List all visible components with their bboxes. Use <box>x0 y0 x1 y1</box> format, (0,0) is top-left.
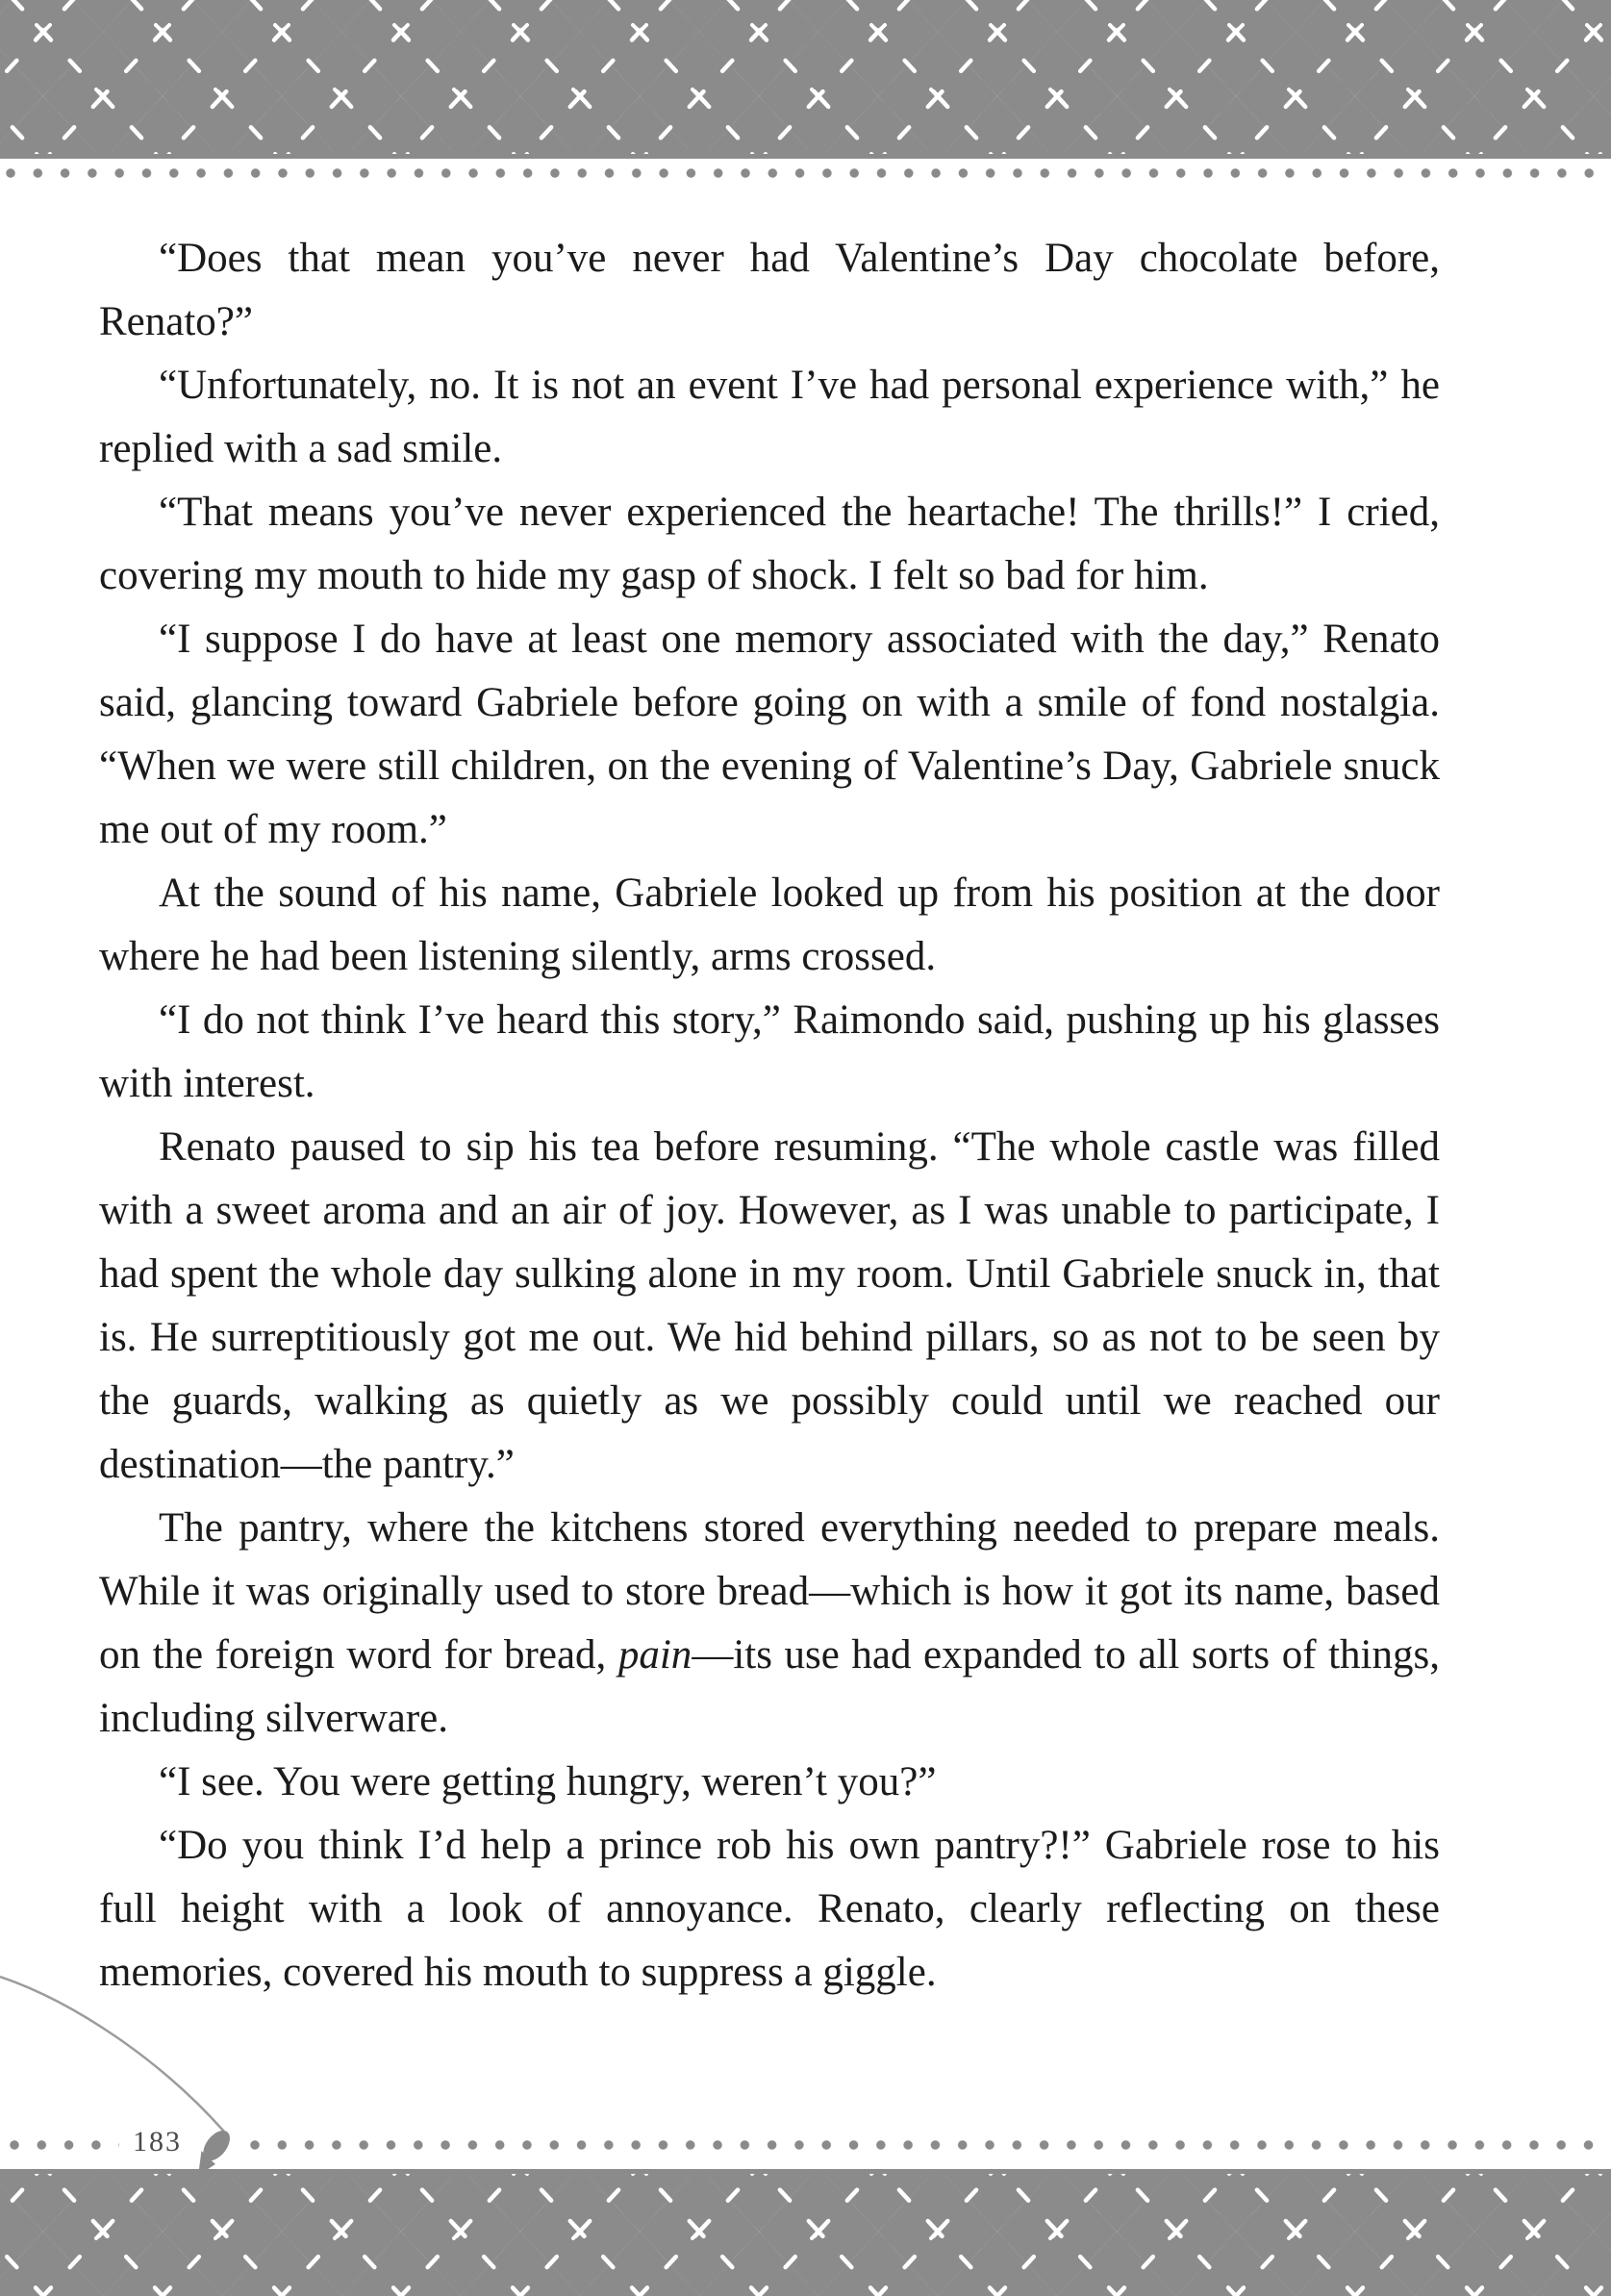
page-number: 183 <box>133 2126 182 2157</box>
text-run: “I suppose I do have at least one memory associated with the day,” Renato said, glancing toward Gabriele before going on with a smile of fond nostalgia. “When we were still children, on the evening of Valentine’s Day, Gabriele snuck me out of my room.” <box>99 617 1440 852</box>
paragraph <box>99 1814 1440 2005</box>
paragraph <box>99 1497 1440 1751</box>
top-argyle-border <box>0 0 1611 159</box>
bottom-argyle-border <box>0 2169 1611 2296</box>
text-run: The pantry, where the kitchens stored everything needed to prepare meals. While it was originally used to store bread—which is how it got its name, based on the foreign word for bread, <box>99 1505 1440 1678</box>
paragraph <box>99 1116 1440 1497</box>
paragraph <box>99 862 1440 989</box>
text-run: Renato paused to sip his tea before resuming. “The whole castle was filled with a sweet aroma and an air of joy. However, as I was unable to participate, I had spent the whole day sulking alone in my room. Until Gabriele snuck in, that is. He surreptitiously got me out. We hid behind pillars, so as not to be seen by the guards, walking as quietly as we possibly could until we reached our destination—the pantry.” <box>99 1124 1440 1487</box>
paragraph <box>99 1751 1440 1814</box>
paragraph <box>99 989 1440 1116</box>
text-run: —its use had expanded to all sorts of things, including silverware. <box>99 1632 1440 1741</box>
text-run: At the sound of his name, Gabriele looked up from his position at the door where he had been listening silently, arms crossed. <box>99 870 1440 979</box>
argyle-border-pattern <box>0 2169 1611 2296</box>
text-run: “Do you think I’d help a prince rob his own pantry?!” Gabriele rose to his full height with a look of annoyance. Renato, clearly reflecting on these memories, covered his mouth to suppress a giggle. <box>99 1823 1440 1995</box>
argyle-border-pattern <box>0 0 1611 159</box>
paragraph <box>99 227 1440 354</box>
text-run: “That means you’ve never experienced the heartache! The thrills!” I cried, covering my mouth to hide my gasp of shock. I felt so bad for him. <box>99 490 1440 598</box>
text-run: “I do not think I’ve heard this story,” Raimondo said, pushing up his glasses with interest. <box>99 997 1440 1106</box>
bottom-dotted-rule-right <box>248 2138 1611 2152</box>
top-dotted-rule <box>4 166 1611 180</box>
bottom-dotted-rule-left <box>8 2138 119 2152</box>
italic-run: pain <box>617 1632 692 1678</box>
text-block <box>99 227 1440 2005</box>
paragraph <box>99 354 1440 481</box>
text-run: “Does that mean you’ve never had Valentine’s Day chocolate before, Renato?” <box>99 236 1440 344</box>
swoosh-line <box>0 1977 224 2132</box>
text-run: “I see. You were getting hungry, weren’t you?” <box>159 1759 937 1804</box>
text-run: “Unfortunately, no. It is not an event I’ve had personal experience with,” he replied with a sad smile. <box>99 363 1440 471</box>
paragraph <box>99 608 1440 862</box>
paragraph <box>99 481 1440 608</box>
